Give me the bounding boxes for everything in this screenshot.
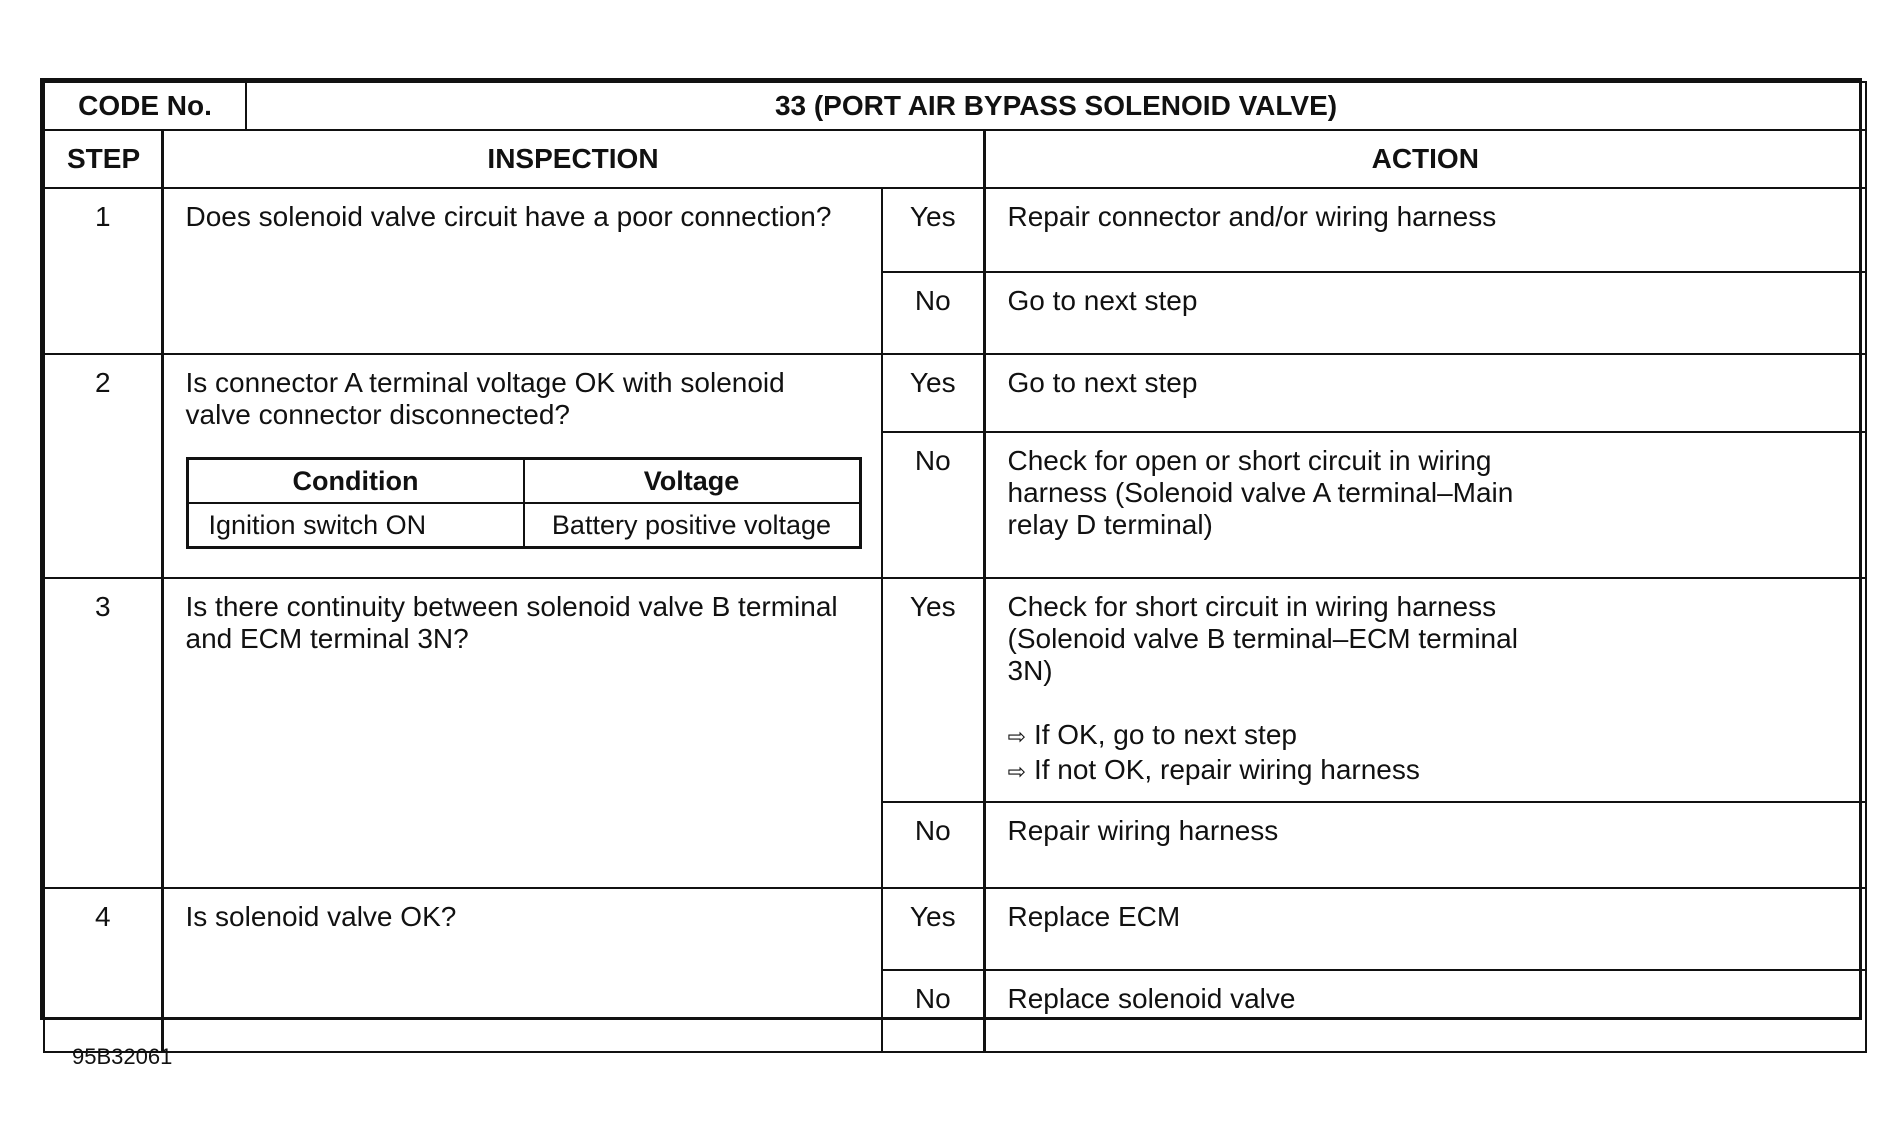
inspection-line: valve connector disconnected? — [185, 399, 570, 430]
code-header-cell — [44, 82, 1866, 130]
step-number: 4 — [44, 888, 162, 1052]
figure-id: 95B32061 — [72, 1044, 173, 1069]
step-4-yes-row — [44, 888, 1866, 970]
not-ok-bullet — [1008, 754, 1844, 789]
action-line: Go to next step — [1007, 285, 1198, 316]
step-number: 3 — [44, 578, 162, 888]
arrow-right-icon: ⇨ — [1007, 760, 1026, 785]
step-3-yes-row — [44, 578, 1866, 802]
action-line: Repair connector and/or wiring harness — [1007, 201, 1497, 232]
yes-label: Yes — [882, 188, 984, 272]
condition-voltage-table — [186, 457, 862, 549]
action-line: Check for open or short circuit in wiring — [1007, 445, 1492, 476]
inspection-text — [162, 188, 882, 354]
step-1-yes-row — [44, 188, 1866, 272]
voltage-value: Battery positive voltage — [524, 503, 861, 548]
sub-table-header-row — [187, 459, 860, 504]
yes-action — [984, 354, 1866, 432]
inspection-line: Does solenoid valve circuit have a poor connection? — [185, 201, 832, 232]
yes-action — [984, 578, 1866, 802]
action-line: harness (Solenoid valve A terminal–Main — [1007, 477, 1514, 508]
action-spacer — [1008, 687, 1844, 719]
bullet-text: If OK, go to next step — [1033, 719, 1297, 750]
code-header-row — [44, 82, 1866, 130]
yes-action — [984, 888, 1866, 970]
action-line: relay D terminal) — [1007, 509, 1213, 540]
no-label: No — [882, 970, 984, 1052]
bullet-text: If not OK, repair wiring harness — [1033, 754, 1420, 785]
ok-bullet — [1008, 719, 1844, 754]
code-title: 33 (PORT AIR BYPASS SOLENOID VALVE) — [774, 90, 1338, 121]
no-action — [984, 272, 1866, 354]
no-label: No — [882, 272, 984, 354]
yes-label: Yes — [882, 354, 984, 432]
action-line: (Solenoid valve B terminal–ECM terminal — [1007, 623, 1518, 654]
action-line: Check for short circuit in wiring harness — [1007, 591, 1497, 622]
inspection-line: Is solenoid valve OK? — [185, 901, 457, 932]
sub-table-row — [187, 503, 860, 548]
action-column-header: ACTION — [984, 130, 1866, 188]
condition-header: Condition — [187, 459, 524, 504]
arrow-right-icon: ⇨ — [1007, 725, 1026, 750]
code-number-label: CODE No. — [45, 83, 247, 129]
no-label: No — [882, 802, 984, 888]
no-action — [984, 802, 1866, 888]
column-header-row — [44, 130, 1866, 188]
no-action — [984, 432, 1866, 578]
step-column-header: STEP — [44, 130, 162, 188]
action-line: Repair wiring harness — [1007, 815, 1279, 846]
yes-label: Yes — [882, 888, 984, 970]
no-action — [984, 970, 1866, 1052]
step-2-yes-row — [44, 354, 1866, 432]
step-number: 2 — [44, 354, 162, 578]
inspection-line: Is connector A terminal voltage OK with solenoid — [185, 367, 785, 398]
action-line: Go to next step — [1007, 367, 1198, 398]
diagnostic-table — [43, 81, 1867, 1053]
condition-value: Ignition switch ON — [187, 503, 524, 548]
action-line: Replace solenoid valve — [1007, 983, 1296, 1014]
inspection-column-header: INSPECTION — [162, 130, 984, 188]
inspection-text — [162, 888, 882, 1052]
no-label: No — [882, 432, 984, 578]
inspection-line: and ECM terminal 3N? — [185, 623, 469, 654]
yes-label: Yes — [882, 578, 984, 802]
step-number: 1 — [44, 188, 162, 354]
voltage-header: Voltage — [524, 459, 861, 504]
diagnostic-table-frame — [40, 78, 1862, 1020]
inspection-text — [162, 354, 882, 578]
inspection-line: Is there continuity between solenoid valve B terminal — [185, 591, 838, 622]
yes-action — [984, 188, 1866, 272]
inspection-text — [162, 578, 882, 888]
action-line: Replace ECM — [1007, 901, 1181, 932]
action-line: 3N) — [1007, 655, 1053, 686]
